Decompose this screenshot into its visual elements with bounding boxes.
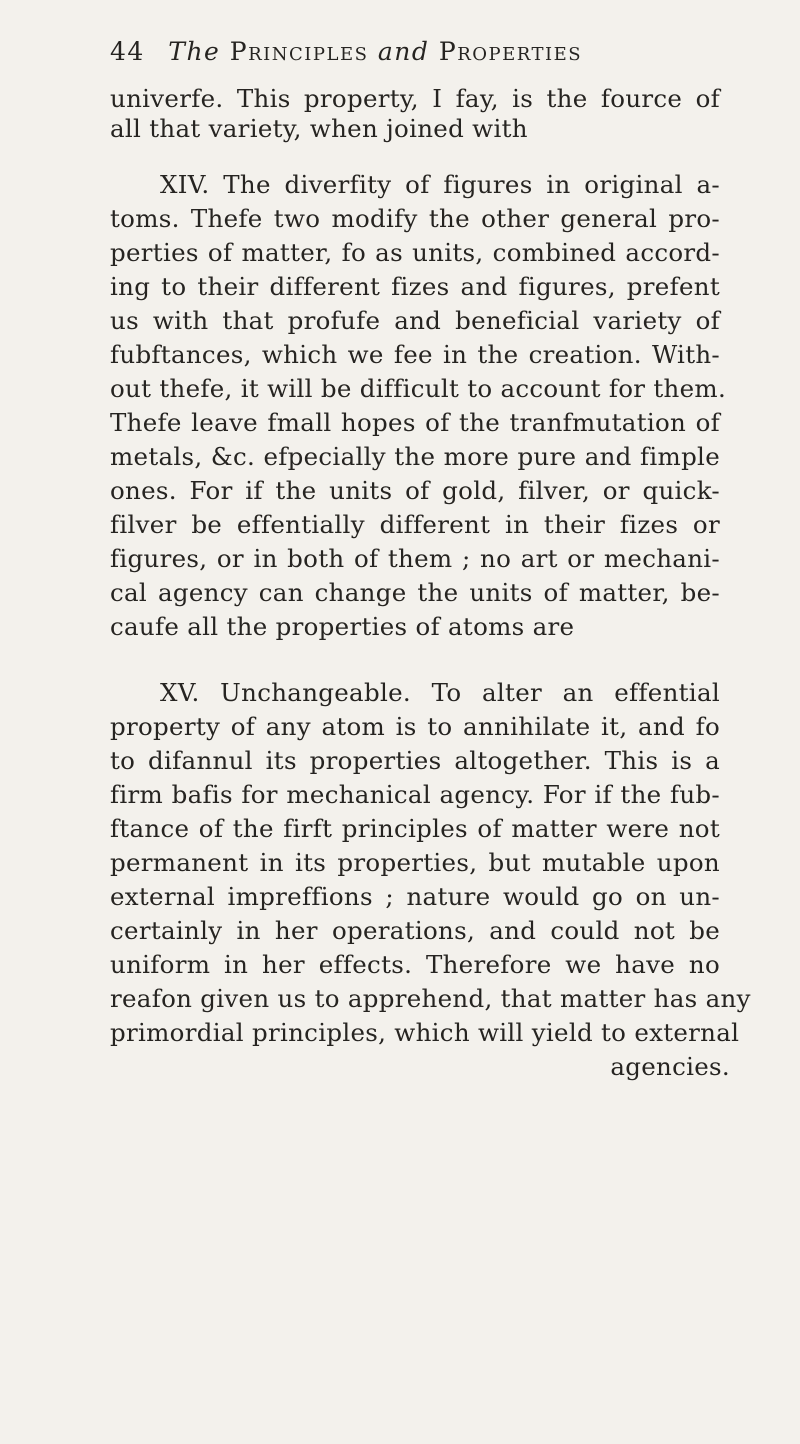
page-number: 44	[110, 37, 145, 66]
text-line: permanent in its properties, but mutable upon	[110, 848, 720, 877]
text-line: Thefe leave fmall hopes of the tranfmutation of	[110, 408, 720, 437]
text-line: caufe all the properties of atoms are	[110, 612, 575, 641]
text-line: perties of matter, fo as units, combined accord-	[110, 238, 720, 267]
text-line: firm bafis for mechanical agency. For if the fub-	[110, 780, 720, 809]
running-head-word-principles: Principles	[229, 37, 369, 66]
text-line: us with that profufe and beneficial variety of	[110, 306, 720, 335]
running-head-word-the: The	[168, 37, 221, 66]
text-line: univerfe. This property, I fay, is the fource of	[110, 84, 720, 113]
text-line: reafon given us to apprehend, that matter has any	[110, 984, 751, 1013]
text-line: fubftances, which we fee in the creation. With-	[110, 340, 720, 369]
text-line: external impreffions ; nature would go on un-	[110, 882, 720, 911]
text-line: ones. For if the units of gold, filver, or quick-	[110, 476, 720, 505]
text-line: filver be effentially different in their fizes or	[110, 510, 720, 539]
text-line: to difannul its properties altogether. This is a	[110, 746, 720, 775]
running-head-word-and: and	[377, 37, 430, 66]
running-head	[110, 36, 730, 68]
text-line: certainly in her operations, and could not be	[110, 916, 720, 945]
text-line: all that variety, when joined with	[110, 114, 528, 143]
section-xiv-first-line: XIV. The diverfity of figures in original a-	[160, 170, 720, 199]
text-line: out thefe, it will be difficult to account for them.	[110, 374, 727, 403]
text-line: ing to their different fizes and figures, prefent	[110, 272, 720, 301]
section-xv-first-line: XV. Unchangeable. To alter an effential	[160, 678, 720, 707]
text-line: metals, &c. efpecially the more pure and fimple	[110, 442, 720, 471]
text-line: toms. Thefe two modify the other general pro-	[110, 204, 720, 233]
text-line: primordial principles, which will yield to external	[110, 1018, 740, 1047]
text-line: uniform in her effects. Therefore we have no	[110, 950, 720, 979]
text-line: cal agency can change the units of matter, be-	[110, 578, 720, 607]
text-line: ftance of the firft principles of matter were not	[110, 814, 720, 843]
text-line: property of any atom is to annihilate it, and fo	[110, 712, 720, 741]
running-head-word-properties: Properties	[438, 37, 583, 66]
text-line: figures, or in both of them ; no art or mechani-	[110, 544, 720, 573]
text-line-last: agencies.	[610, 1052, 730, 1081]
